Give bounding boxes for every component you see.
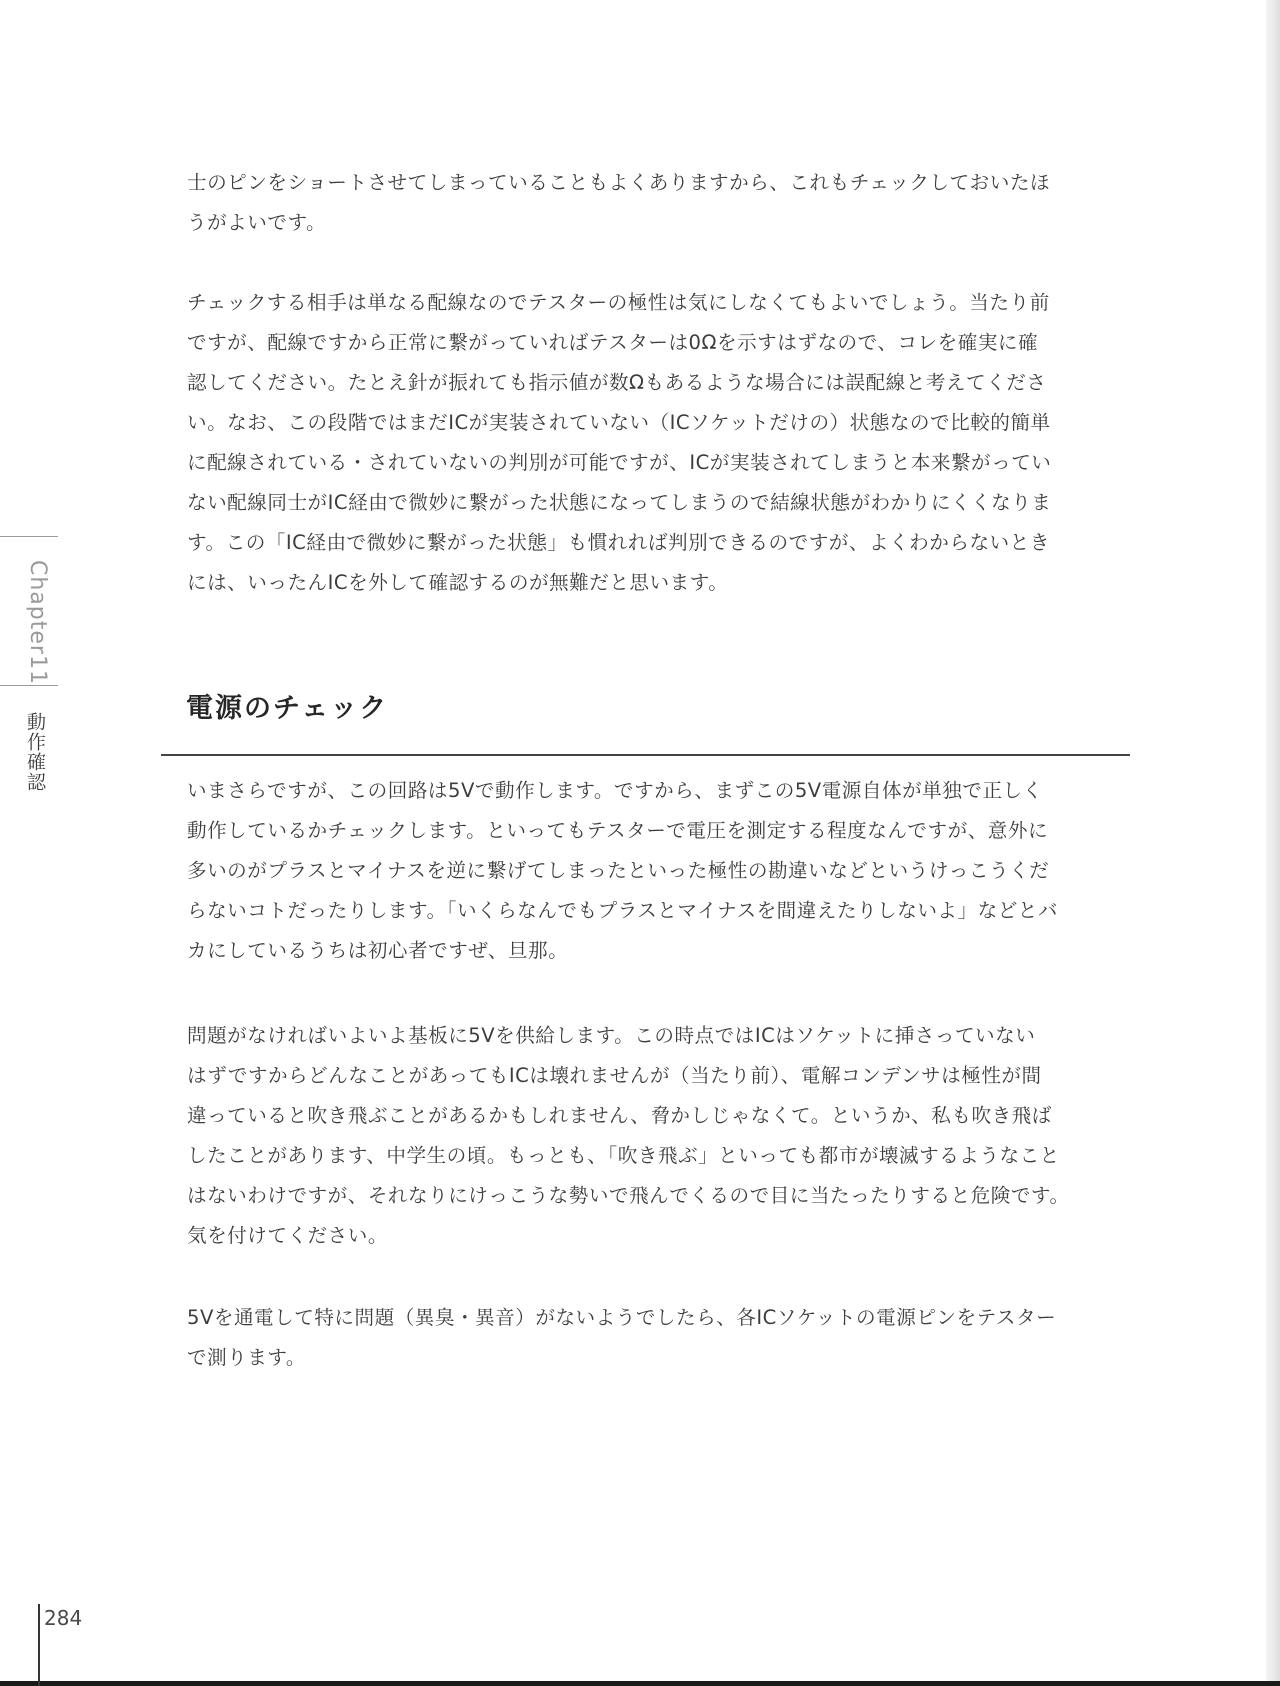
- text-line: はずですからどんなことがあってもICは壊れませんが（当たり前）、電解コンデンサは極性が間: [187, 1064, 1042, 1087]
- text-line: はないわけですが、それなりにけっこうな勢いで飛んでくるので目に当たったりすると危険です。: [187, 1184, 1070, 1207]
- text-line: チェックする相手は単なる配線なのでテスターの極性は気にしなくてもよいでしょう。当たり前: [187, 291, 1050, 314]
- text-line: す。この「IC経由で微妙に繋がった状態」も慣れれば判別できるのですが、よくわからないとき: [187, 531, 1050, 554]
- section-label-vertical: 動作確認: [24, 712, 46, 792]
- text-line: で測ります。: [187, 1346, 306, 1369]
- chapter-label: Chapter11: [25, 560, 50, 685]
- page-number-bar: [38, 1604, 40, 1686]
- page-edge: [1266, 0, 1280, 1686]
- text-line: に配線されている・されていないの判別が可能ですが、ICが実装されてしまうと本来繋がってい: [187, 451, 1052, 474]
- page-number: 284: [44, 1606, 83, 1630]
- sidebar-rule-middle: [0, 685, 58, 686]
- text-line: 気を付けてください。: [187, 1224, 388, 1247]
- section-heading: 電源のチェック: [186, 693, 389, 724]
- text-line: ですが、配線ですから正常に繋がっていればテスターは0Ωを示すはずなので、コレを確実に確: [187, 331, 1039, 354]
- text-line: 士のピンをショートさせてしまっていることもよくありますから、これもチェックしておいたほ: [187, 171, 1051, 194]
- text-line: 動作しているかチェックします。といってもテスターで電圧を測定する程度なんですが、意外に: [187, 819, 1049, 842]
- paragraph: [187, 1298, 1137, 1378]
- paragraph: [187, 283, 1137, 603]
- text-line: 5Vを通電して特に問題（異臭・異音）がないようでしたら、各ICソケットの電源ピンをテスター: [187, 1306, 1057, 1329]
- page-bottom-edge: [0, 1681, 1280, 1686]
- text-line: カにしているうちは初心者ですぜ、旦那。: [187, 939, 569, 962]
- text-line: 問題がなければいよいよ基板に5Vを供給します。この時点ではICはソケットに挿さっていない: [187, 1024, 1036, 1047]
- text-line: うがよいです。: [187, 211, 327, 234]
- paragraph: [187, 163, 1137, 243]
- text-line: い。なお、この段階ではまだICが実装されていない（ICソケットだけの）状態なので比較的簡単: [187, 411, 1051, 434]
- heading-rule: [161, 754, 1130, 756]
- text-line: 違っていると吹き飛ぶことがあるかもしれません、脅かしじゃなくて。というか、私も吹き飛ば: [187, 1104, 1052, 1127]
- text-line: 認してください。たとえ針が振れても指示値が数Ωもあるような場合には誤配線と考えてくださ: [187, 371, 1047, 394]
- text-line: ない配線同士がIC経由で微妙に繋がった状態になってしまうので結線状態がわかりにくくなりま: [187, 491, 1052, 514]
- text-line: らないコトだったりします。「いくらなんでもプラスとマイナスを間違えたりしないよ」などとバ: [187, 899, 1058, 922]
- sidebar-rule-top: [0, 536, 58, 537]
- text-line: いまさらですが、この回路は5Vで動作します。ですから、まずこの5V電源自体が単独で正しく: [187, 779, 1043, 802]
- paragraph: [187, 1016, 1137, 1256]
- text-line: 多いのがプラスとマイナスを逆に繋げてしまったといった極性の勘違いなどというけっこうくだ: [187, 859, 1050, 882]
- text-line: したことがあります、中学生の頃。もっとも、「吹き飛ぶ」といっても都市が壊滅するようなこと: [187, 1144, 1060, 1167]
- text-line: には、いったんICを外して確認するのが無難だと思います。: [187, 571, 729, 594]
- paragraph: [187, 771, 1137, 971]
